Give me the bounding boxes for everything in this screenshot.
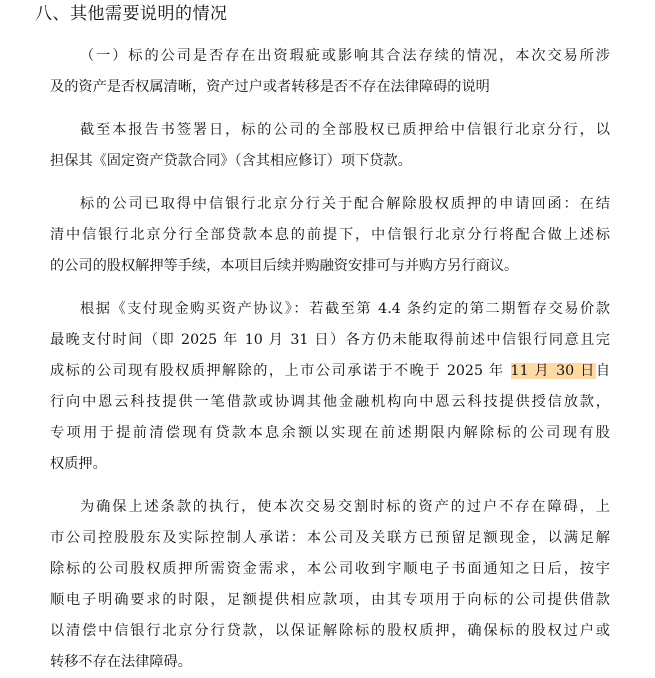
paragraph-line: 为确保上述条款的执行，使本次交易交割时标的资产的过户不存在障碍，上 <box>80 499 610 515</box>
paragraph-controller-commitment <box>50 492 610 678</box>
highlighted-date: 11 月 30 日 <box>510 363 596 379</box>
paragraph-line: 以清偿中信银行北京分行贷款，以保证解除标的股权质押，确保标的股权过户或 <box>50 623 610 639</box>
paragraph-line: 行向中恩云科技提供一笔借款或协调其他金融机构向中恩云科技提供授信放款， <box>50 394 610 410</box>
section-heading: 八、其他需要说明的情况 <box>35 4 228 24</box>
paragraph-line: 及的资产是否权属清晰，资产过户或者转移是否不存在法律障碍的说明 <box>50 79 490 95</box>
paragraph-line: 担保其《固定资产贷款合同》（含其相应修订）项下贷款。 <box>50 153 412 169</box>
paragraph-line: 根据《支付现金购买资产协议》：若截至第 4.4 条约定的第二期暂存交易价款 <box>80 301 610 317</box>
paragraph-line: 除标的公司股权质押所需资金需求，本公司收到宇顺电子书面通知之日后，按宇 <box>50 561 610 577</box>
paragraph-line: 清中信银行北京分行全部贷款本息的前提下，中信银行北京分行将配合做上述标 <box>50 227 610 243</box>
paragraph-line: 最晚支付时间（即 2025 年 10 月 31 日）各方仍未能取得前述中信银行同意且完 <box>50 332 610 348</box>
line-text: 成标的公司现有股权质押解除的，上市公司承诺于不晚于 2025 年 <box>50 363 511 379</box>
paragraph-line: 标的公司已取得中信银行北京分行关于配合解除股权质押的申请回函：在结 <box>80 196 610 212</box>
paragraph-line: （一）标的公司是否存在出资瑕疵或影响其合法存续的情况，本次交易所涉 <box>80 48 610 64</box>
paragraph-bank-reply <box>50 189 610 282</box>
paragraph-line-with-highlight <box>50 356 610 387</box>
paragraph-pledge-status <box>50 115 610 177</box>
line-text: 自 <box>595 363 611 379</box>
paragraph-line: 权质押。 <box>50 456 107 472</box>
paragraph-line: 顺电子明确要求的时限，足额提供相应款项，由其专项用于向标的公司提供借款 <box>50 592 610 608</box>
paragraph-question-1 <box>50 41 610 103</box>
paragraph-agreement-terms <box>50 294 610 480</box>
paragraph-line: 的公司的股权解押等手续，本项目后续并购融资安排可与并购方另行商议。 <box>50 258 519 274</box>
paragraph-line: 转移不存在法律障碍。 <box>50 654 192 670</box>
paragraph-line: 专项用于提前清偿现有贷款本息余额以实现在前述期限内解除标的公司现有股 <box>50 425 610 441</box>
paragraph-line: 截至本报告书签署日，标的公司的全部股权已质押给中信银行北京分行，以 <box>80 122 610 138</box>
paragraph-line: 市公司控股股东及实际控制人承诺：本公司及关联方已预留足额现金，以满足解 <box>50 530 610 546</box>
